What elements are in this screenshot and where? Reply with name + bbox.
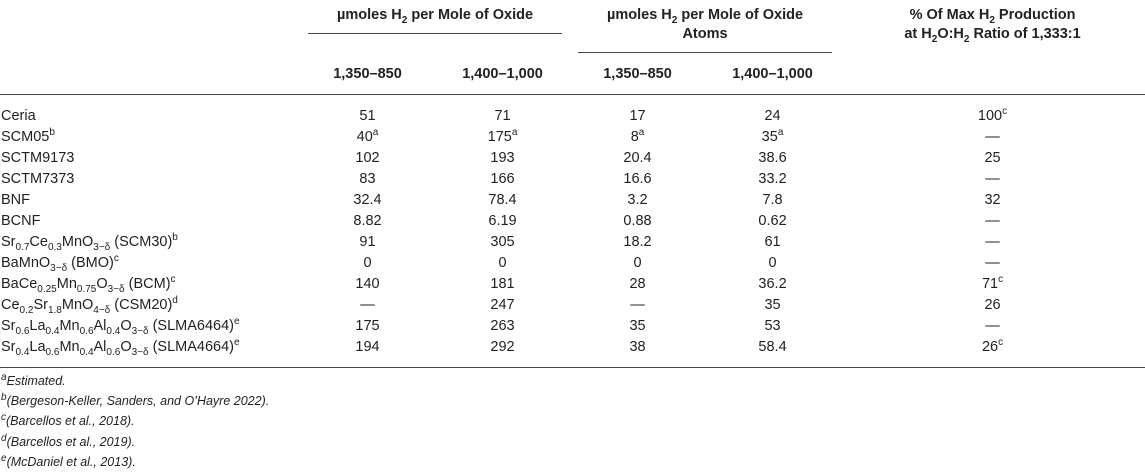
value-cell: 7.8: [762, 192, 783, 208]
value-cell: 305: [490, 234, 515, 250]
table-row: [0, 95, 1145, 128]
value-cell: 247: [490, 297, 515, 313]
value-cell: 91: [359, 234, 376, 250]
max-production-cell: —: [985, 213, 1000, 229]
value-cell: 35: [764, 297, 781, 313]
value-cell: 175$^a$: [487, 127, 518, 145]
value-cell: 3.2: [627, 192, 648, 208]
table-row: [0, 190, 1145, 211]
table-row: [0, 295, 1145, 316]
max-production-cell: 32: [984, 192, 1001, 208]
oxide-name-cell: BCNF: [1, 213, 41, 229]
footnote: $^b$(Bergeson-Keller, Sanders, and O’Hayre 2022).: [1, 392, 270, 409]
value-cell: 33.2: [758, 171, 787, 187]
value-cell: —: [360, 297, 375, 313]
max-production-cell: 26: [984, 297, 1001, 313]
value-cell: 193: [490, 150, 515, 166]
value-cell: 166: [490, 171, 515, 187]
value-cell: —: [630, 297, 645, 313]
value-cell: 35$^a$: [761, 127, 784, 145]
max-production-cell: —: [985, 234, 1000, 250]
oxide-name-cell: SCTM7373: [1, 171, 75, 187]
oxide-name-cell: BaMnO$_{3-\delta}$ (BMO)$^c$: [1, 253, 119, 274]
value-cell: 38: [629, 339, 646, 355]
max-production-cell: 100$^c$: [977, 106, 1008, 124]
value-cell: 0: [498, 255, 507, 271]
value-cell: 194: [355, 339, 380, 355]
value-cell: 181: [490, 276, 515, 292]
header-temp-range: 1,400–1,000: [462, 66, 543, 82]
value-cell: 18.2: [623, 234, 652, 250]
table-row: [0, 127, 1145, 148]
header-blank: [0, 54, 300, 95]
value-cell: 51: [359, 108, 376, 124]
value-cell: 140: [355, 276, 380, 292]
value-cell: 24: [764, 108, 781, 124]
value-cell: 175: [355, 318, 380, 334]
oxide-name-cell: $Sr_{0.6}La_{0.4}Mn_{0.6}Al_{0.4}O_{3-\delta}$ (SLMA6464)$^e$: [1, 316, 240, 337]
oxide-name-cell: BNF: [1, 192, 30, 208]
max-production-cell: 71$^c$: [981, 274, 1004, 292]
value-cell: 0: [768, 255, 777, 271]
value-cell: 102: [355, 150, 380, 166]
table-row: [0, 211, 1145, 232]
value-cell: 61: [764, 234, 781, 250]
value-cell: 28: [629, 276, 646, 292]
value-cell: 83: [359, 171, 376, 187]
footnotes: [0, 371, 1145, 472]
oxide-name-cell: SCTM9173: [1, 150, 75, 166]
max-production-cell: 25: [984, 150, 1001, 166]
value-cell: 263: [490, 318, 515, 334]
value-cell: 36.2: [758, 276, 787, 292]
oxide-name-cell: $Sr_{0.4}La_{0.6}Mn_{0.4}Al_{0.6}O_{3-\delta}$ (SLMA4664)$^e$: [1, 337, 240, 358]
oxide-name-cell: $BaCe_{0.25}Mn_{0.75}O_{3-\delta}$ (BCM)$^c$: [1, 274, 176, 295]
table-body: [0, 95, 1145, 368]
table-row: [0, 169, 1145, 190]
table-row: [0, 253, 1145, 274]
header-group-label: µmoles $H_2$ per Mole of Oxide Atoms: [578, 6, 832, 53]
table-row: [0, 337, 1145, 368]
value-cell: 78.4: [488, 192, 517, 208]
value-cell: 53: [764, 318, 781, 334]
oxide-name-cell: $Sr_{0.7}Ce_{0.3}MnO_{3-\delta}$ $(SCM30)^b$: [1, 232, 178, 253]
max-production-cell: —: [985, 171, 1000, 187]
footnote: $^d$(Barcellos et al., 2019).: [1, 432, 136, 449]
oxide-name-cell: SCM05$^b$: [1, 127, 55, 145]
value-cell: 0: [363, 255, 372, 271]
value-cell: 0.62: [758, 213, 787, 229]
value-cell: 0: [633, 255, 642, 271]
header-group-per-mole-oxide: [300, 0, 570, 54]
value-cell: 58.4: [758, 339, 787, 355]
oxide-name-cell: Ceria: [1, 108, 36, 124]
header-blank: [0, 0, 300, 54]
table-row: [0, 274, 1145, 295]
table-row: [0, 316, 1145, 337]
value-cell: 35: [629, 318, 646, 334]
value-cell: 38.6: [758, 150, 787, 166]
value-cell: 20.4: [623, 150, 652, 166]
max-production-cell: —: [985, 318, 1000, 334]
header-temp-range: 1,350–850: [333, 66, 402, 82]
header-temp-range: 1,400–1,000: [732, 66, 813, 82]
header-group-per-mole-oxide-atoms: [570, 0, 840, 54]
max-production-cell: —: [985, 129, 1000, 145]
value-cell: 40$^a$: [356, 127, 379, 145]
table-row: [0, 148, 1145, 169]
max-production-cell: 26$^c$: [981, 337, 1004, 355]
table-header: [0, 0, 1145, 95]
value-cell: 292: [490, 339, 515, 355]
value-cell: 0.88: [623, 213, 652, 229]
max-production-cell: —: [985, 255, 1000, 271]
footnote: $^c$(Barcellos et al., 2018).: [1, 412, 135, 429]
value-cell: 6.19: [488, 213, 517, 229]
oxide-name-cell: $Ce_{0.2}Sr_{1.8}MnO_{4-\delta}$ $(CSM20)^d$: [1, 295, 178, 316]
value-cell: 8$^a$: [630, 127, 645, 145]
footnote: $^e$(McDaniel et al., 2013).: [1, 452, 136, 469]
header-group-label: µmoles $H_2$ per Mole of Oxide: [308, 6, 562, 34]
footnote: $^a$Estimated.: [1, 371, 66, 388]
value-cell: 17: [629, 108, 646, 124]
header-max-h2-production: % Of Max $H_2$ Production at $H_2O:H_2$ Ratio of 1,333:1: [904, 7, 1081, 45]
header-temp-range: 1,350–850: [603, 66, 672, 82]
value-cell: 71: [494, 108, 511, 124]
value-cell: 32.4: [353, 192, 382, 208]
value-cell: 16.6: [623, 171, 652, 187]
value-cell: 8.82: [353, 213, 382, 229]
table-row: [0, 232, 1145, 253]
